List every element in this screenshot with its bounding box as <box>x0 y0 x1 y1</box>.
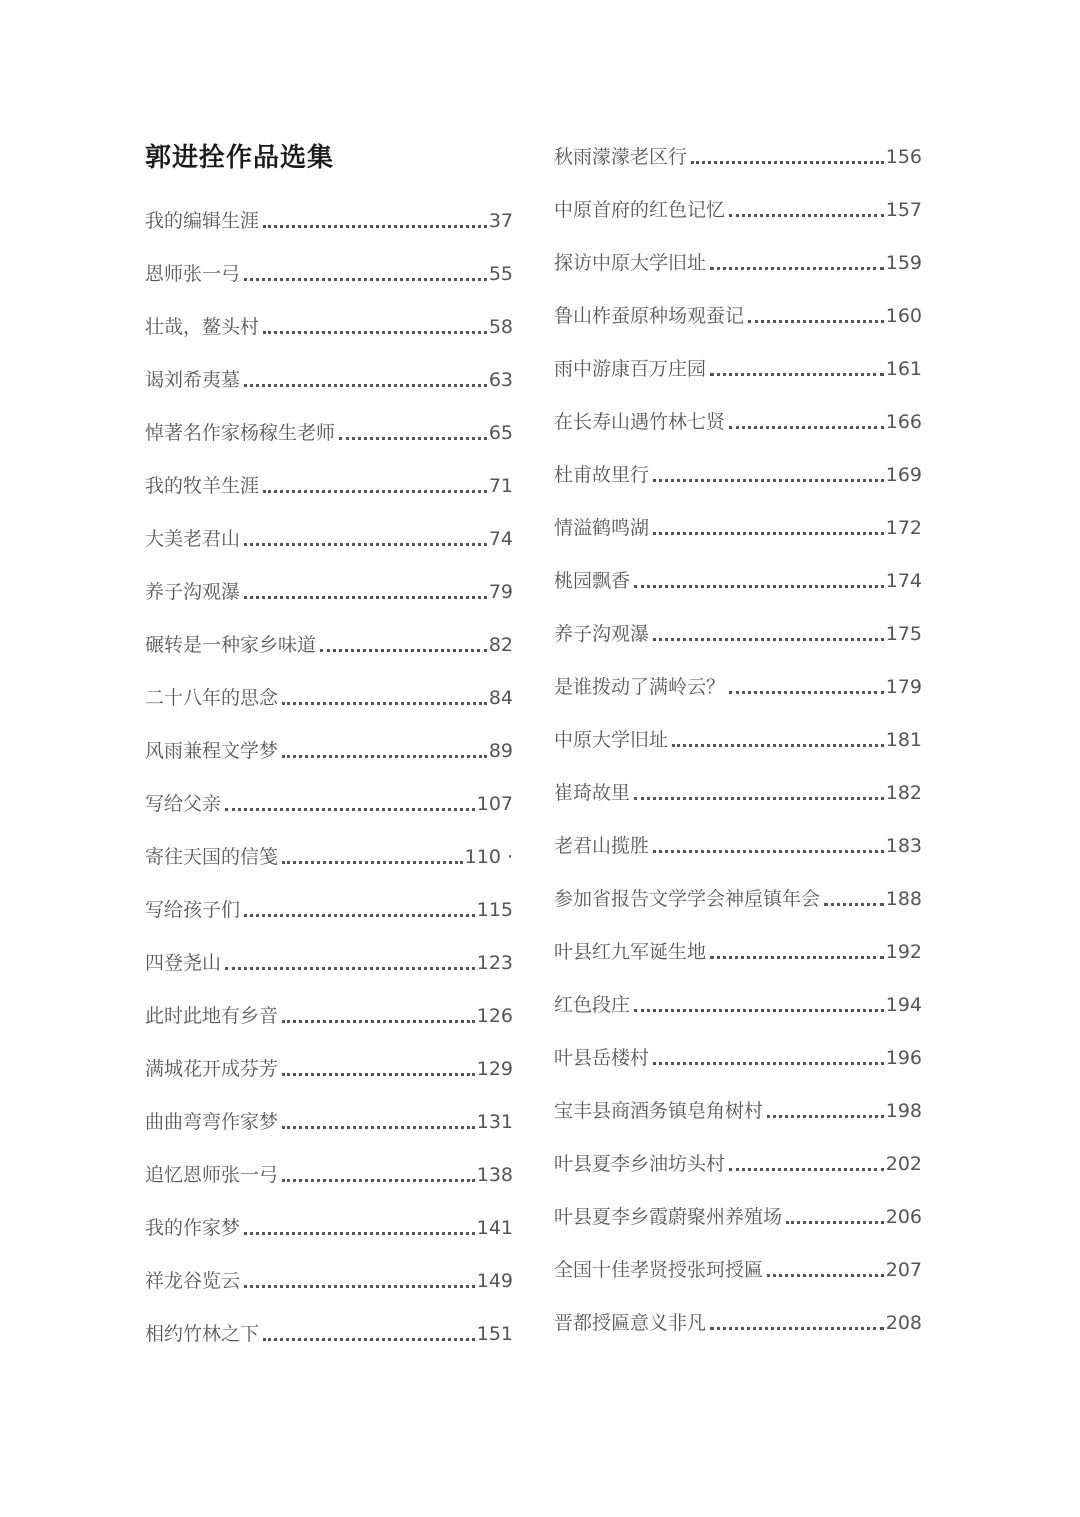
toc-entry-page-number: 159 <box>885 252 922 274</box>
toc-entry-page-number: 181 <box>885 729 922 751</box>
toc-entry <box>145 1305 513 1358</box>
toc-entry <box>145 351 513 404</box>
toc-entry-page-number: 131 <box>476 1111 513 1133</box>
toc-entry <box>554 552 922 605</box>
dot-leader <box>729 691 884 694</box>
dot-leader <box>824 903 884 906</box>
toc-entry <box>554 1294 922 1347</box>
toc-entry <box>554 287 922 340</box>
dot-leader <box>672 744 884 747</box>
dot-leader <box>729 214 884 217</box>
toc-entry-title: 壮哉，鳌头村 <box>145 316 260 338</box>
dot-leader <box>653 638 884 641</box>
toc-entry-title: 曲曲弯弯作家梦 <box>145 1111 279 1133</box>
toc-entry-page-number: 207 <box>885 1259 922 1281</box>
dot-leader <box>244 1285 475 1288</box>
toc-entry-title: 满城花开成芬芳 <box>145 1058 279 1080</box>
toc-entry <box>145 1146 513 1199</box>
toc-entry-title: 悼著名作家杨稼生老师 <box>145 422 336 444</box>
dot-leader <box>710 373 884 376</box>
dot-leader <box>729 1168 884 1171</box>
toc-entry-title: 中原首府的红色记忆 <box>554 199 726 221</box>
toc-entry-title: 叶县夏李乡霞蔚聚州养殖场 <box>554 1206 783 1228</box>
toc-entry-title: 叶县岳楼村 <box>554 1047 650 1069</box>
dot-leader <box>263 225 487 228</box>
dot-leader <box>729 426 884 429</box>
toc-entry <box>554 870 922 923</box>
toc-entry <box>145 987 513 1040</box>
toc-entry <box>554 1188 922 1241</box>
toc-entry-title: 叶县红九军诞生地 <box>554 941 707 963</box>
toc-entry <box>145 934 513 987</box>
toc-entry <box>145 616 513 669</box>
toc-entry-title: 写给父亲 <box>145 793 222 815</box>
toc-entry <box>145 298 513 351</box>
toc-entry <box>145 245 513 298</box>
toc-entry-page-number: 206 <box>885 1206 922 1228</box>
toc-entry-page-number: 123 <box>476 952 513 974</box>
toc-entry-title: 追忆恩师张一弓 <box>145 1164 279 1186</box>
toc-entry-page-number: 58 <box>488 316 513 338</box>
toc-entry <box>554 1029 922 1082</box>
toc-entry-title: 全国十佳孝贤授张珂授匾 <box>554 1259 764 1281</box>
toc-entry-title: 宝丰县商酒务镇皂角树村 <box>554 1100 764 1122</box>
dot-leader <box>263 331 487 334</box>
toc-entry <box>145 669 513 722</box>
dot-leader <box>339 437 487 440</box>
dot-leader <box>691 161 884 164</box>
toc-entry-page-number: 208 <box>885 1312 922 1334</box>
toc-entry-title: 大美老君山 <box>145 528 241 550</box>
toc-entry-title: 雨中游康百万庄园 <box>554 358 707 380</box>
toc-entry-title: 此时此地有乡音 <box>145 1005 279 1027</box>
toc-entry <box>145 510 513 563</box>
toc-entry-title: 情溢鹤鸣湖 <box>554 517 650 539</box>
toc-entry-page-number: 115 <box>476 899 513 921</box>
toc-entry-title: 我的编辑生涯 <box>145 210 260 232</box>
dot-leader <box>282 1179 475 1182</box>
toc-entry <box>554 446 922 499</box>
toc-entry-title: 养子沟观瀑 <box>145 581 241 603</box>
toc-entry-page-number: 175 <box>885 623 922 645</box>
toc-entry-title: 秋雨濛濛老区行 <box>554 146 688 168</box>
toc-entry-title: 参加省报告文学学会神垕镇年会 <box>554 888 821 910</box>
toc-entry-title: 我的牧羊生涯 <box>145 475 260 497</box>
dot-leader <box>282 1126 475 1129</box>
toc-entry <box>145 1040 513 1093</box>
toc-entry-page-number: 196 <box>885 1047 922 1069</box>
toc-entry <box>145 775 513 828</box>
toc-entry-title: 鲁山柞蚕原种场观蚕记 <box>554 305 745 327</box>
dot-leader <box>786 1221 884 1224</box>
toc-entry-title: 我的作家梦 <box>145 1217 241 1239</box>
toc-entry <box>554 181 922 234</box>
dot-leader <box>634 1009 884 1012</box>
toc-entry <box>145 1252 513 1305</box>
toc-entry <box>145 1199 513 1252</box>
dot-leader <box>710 267 884 270</box>
toc-entry-page-number: 89 <box>488 740 513 762</box>
toc-entry-page-number: 126 <box>476 1005 513 1027</box>
toc-entry-page-number: 71 <box>488 475 513 497</box>
toc-right-column <box>554 128 922 1347</box>
toc-entry-page-number: 151 <box>476 1323 513 1345</box>
dot-leader <box>653 850 884 853</box>
dot-leader <box>244 914 475 917</box>
dot-leader <box>653 532 884 535</box>
dot-leader <box>263 1338 475 1341</box>
toc-entry-page-number: 129 <box>476 1058 513 1080</box>
dot-leader <box>244 596 487 599</box>
toc-entry-page-number: 141 <box>476 1217 513 1239</box>
toc-entry-page-number: 183 <box>885 835 922 857</box>
dot-leader <box>225 808 475 811</box>
dot-leader <box>225 967 475 970</box>
toc-entry <box>554 128 922 181</box>
dot-leader <box>748 320 884 323</box>
toc-entry-page-number: 161 <box>885 358 922 380</box>
toc-entry-title: 风雨兼程文学梦 <box>145 740 279 762</box>
dot-leader <box>634 585 884 588</box>
dot-leader <box>263 490 487 493</box>
toc-entry-page-number: 84 <box>488 687 513 709</box>
toc-entry-title: 相约竹林之下 <box>145 1323 260 1345</box>
toc-entry <box>554 711 922 764</box>
toc-entry-title: 碾转是一种家乡味道 <box>145 634 317 656</box>
toc-entry-title: 恩师张一弓 <box>145 263 241 285</box>
toc-entry <box>554 499 922 552</box>
dot-leader <box>282 1020 475 1023</box>
toc-entry-page-number: 138 <box>476 1164 513 1186</box>
toc-entry <box>554 1082 922 1135</box>
dot-leader <box>767 1115 884 1118</box>
dot-leader <box>710 1327 884 1330</box>
toc-entry <box>145 404 513 457</box>
dot-leader <box>244 278 487 281</box>
toc-entry <box>554 658 922 711</box>
toc-entry <box>554 923 922 976</box>
toc-entry <box>554 340 922 393</box>
toc-entry-title: 寄往天国的信笺 <box>145 846 279 868</box>
toc-entry-page-number: 37 <box>488 210 513 232</box>
toc-entry-page-number: 169 <box>885 464 922 486</box>
toc-entry-page-number: 198 <box>885 1100 922 1122</box>
toc-entry-title: 杜甫故里行 <box>554 464 650 486</box>
toc-entry-page-number: 55 <box>488 263 513 285</box>
dot-leader <box>244 384 487 387</box>
toc-entry <box>554 234 922 287</box>
toc-entry-page-number: 156 <box>885 146 922 168</box>
dot-leader <box>653 479 884 482</box>
toc-entry-title: 崔琦故里 <box>554 782 631 804</box>
dot-leader <box>282 861 463 864</box>
toc-entry-page-number: 202 <box>885 1153 922 1175</box>
toc-entry-page-number: 166 <box>885 411 922 433</box>
dot-leader <box>653 1062 884 1065</box>
dot-leader <box>710 956 884 959</box>
dot-leader <box>320 649 487 652</box>
dot-leader <box>282 1073 475 1076</box>
toc-entry-page-number: 160 <box>885 305 922 327</box>
toc-entry-title: 老君山揽胜 <box>554 835 650 857</box>
toc-entry-page-number: 63 <box>488 369 513 391</box>
toc-entry-title: 养子沟观瀑 <box>554 623 650 645</box>
toc-entry-page-number: 182 <box>885 782 922 804</box>
toc-entry <box>145 563 513 616</box>
toc-entry-title: 二十八年的思念 <box>145 687 279 709</box>
toc-entry-title: 是谁拨动了满岭云？ <box>554 676 726 698</box>
toc-entry-page-number: 82 <box>488 634 513 656</box>
toc-entry-page-number: 194 <box>885 994 922 1016</box>
dot-leader <box>634 797 884 800</box>
toc-entry <box>554 764 922 817</box>
toc-entry-page-number: 188 <box>885 888 922 910</box>
toc-entry-title: 桃园飘香 <box>554 570 631 592</box>
toc-entry <box>145 1093 513 1146</box>
toc-entry <box>145 828 513 881</box>
toc-entry-page-number: 79 <box>488 581 513 603</box>
toc-entry-page-number: 174 <box>885 570 922 592</box>
toc-entry-page-number: 65 <box>488 422 513 444</box>
toc-entry <box>554 393 922 446</box>
dot-leader <box>282 755 487 758</box>
toc-entry-title: 晋都授匾意义非凡 <box>554 1312 707 1334</box>
toc-entry <box>145 722 513 775</box>
toc-entry-title: 探访中原大学旧址 <box>554 252 707 274</box>
toc-left-column <box>145 192 513 1358</box>
toc-entry <box>554 605 922 658</box>
toc-entry <box>145 881 513 934</box>
toc-entry-page-number: 74 <box>488 528 513 550</box>
toc-entry-title: 红色段庄 <box>554 994 631 1016</box>
toc-entry-page-number: 172 <box>885 517 922 539</box>
toc-entry <box>554 1241 922 1294</box>
toc-entry-page-number: 107 <box>476 793 513 815</box>
toc-entry <box>554 976 922 1029</box>
toc-entry-page-number: 110 · <box>464 846 513 868</box>
toc-entry-title: 祥龙谷览云 <box>145 1270 241 1292</box>
toc-entry <box>554 817 922 870</box>
toc-entry-title: 叶县夏李乡油坊头村 <box>554 1153 726 1175</box>
toc-entry-title: 在长寿山遇竹林七贤 <box>554 411 726 433</box>
dot-leader <box>767 1274 884 1277</box>
toc-entry-page-number: 149 <box>476 1270 513 1292</box>
toc-entry-title: 写给孩子们 <box>145 899 241 921</box>
toc-entry-title: 四登尧山 <box>145 952 222 974</box>
dot-leader <box>244 1232 475 1235</box>
toc-title: 郭进拴作品选集 <box>145 143 335 173</box>
toc-entry-title: 谒刘希夷墓 <box>145 369 241 391</box>
toc-entry <box>145 192 513 245</box>
toc-entry-page-number: 179 <box>885 676 922 698</box>
toc-entry <box>145 457 513 510</box>
toc-entry-title: 中原大学旧址 <box>554 729 669 751</box>
dot-leader <box>244 543 487 546</box>
dot-leader <box>282 702 487 705</box>
toc-entry-page-number: 157 <box>885 199 922 221</box>
toc-entry <box>554 1135 922 1188</box>
toc-entry-page-number: 192 <box>885 941 922 963</box>
